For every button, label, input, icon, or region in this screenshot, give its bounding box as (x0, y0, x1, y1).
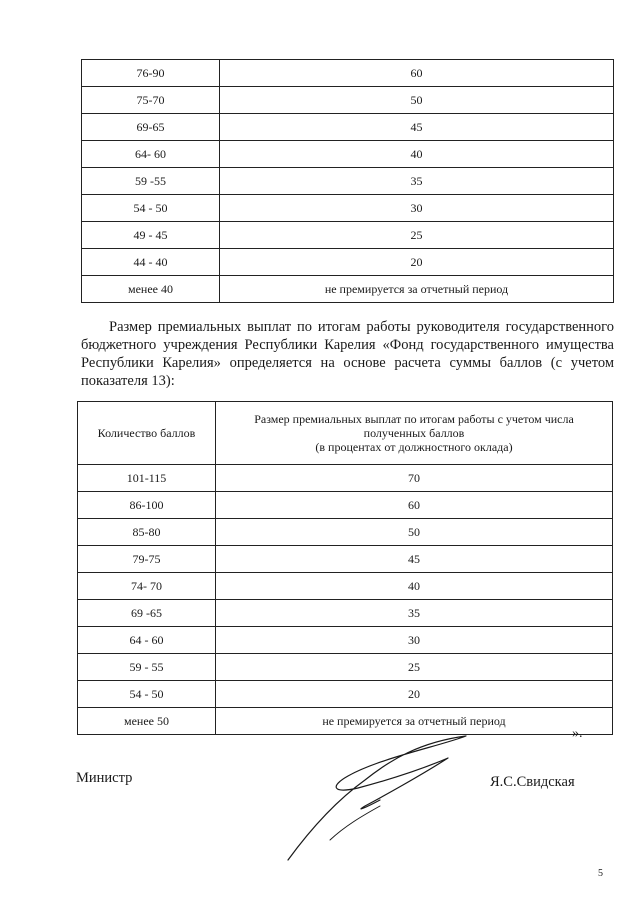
signer-title: Министр (76, 770, 133, 786)
table-row (78, 654, 613, 681)
score-cell: 69-65 (82, 114, 220, 141)
percent-cell: 70 (216, 465, 613, 492)
score-cell: 64 - 60 (78, 627, 216, 654)
handwritten-signature (270, 728, 480, 868)
score-cell: 59 -55 (82, 168, 220, 195)
percent-cell: 20 (216, 681, 613, 708)
score-cell: 75-70 (82, 87, 220, 114)
table-row (78, 600, 613, 627)
percent-cell: 30 (216, 627, 613, 654)
percent-cell: 25 (216, 654, 613, 681)
table-row (82, 168, 614, 195)
table-row (78, 681, 613, 708)
percent-cell: не премируется за отчетный период (216, 708, 613, 735)
table-row (78, 465, 613, 492)
table-row (78, 627, 613, 654)
score-cell: 69 -65 (78, 600, 216, 627)
header-percent-column (216, 402, 613, 465)
header-score-column: Количество баллов (78, 402, 216, 465)
score-cell: 64- 60 (82, 141, 220, 168)
score-cell: 74- 70 (78, 573, 216, 600)
score-cell: 54 - 50 (82, 195, 220, 222)
percent-cell: 35 (216, 600, 613, 627)
percent-cell: 30 (220, 195, 614, 222)
score-cell: 85-80 (78, 519, 216, 546)
header-line: полученных баллов (363, 426, 465, 440)
table-row (82, 114, 614, 141)
score-cell: 86-100 (78, 492, 216, 519)
percent-cell: 35 (220, 168, 614, 195)
score-cell: 54 - 50 (78, 681, 216, 708)
header-line: (в процентах от должностного оклада) (315, 440, 513, 454)
percent-cell: 50 (220, 87, 614, 114)
percent-cell: не премируется за отчетный период (220, 276, 614, 303)
score-cell: 76-90 (82, 60, 220, 87)
table-row (78, 573, 613, 600)
table-row (82, 60, 614, 87)
score-cell: 101-115 (78, 465, 216, 492)
percent-cell: 45 (216, 546, 613, 573)
percent-cell: 40 (216, 573, 613, 600)
score-table-bottom (77, 401, 613, 735)
body-paragraph: Размер премиальных выплат по итогам работы руководителя государственного бюджетного учреждения Республики Карелия «Фонд государственного имущества Республики Карелия» определяется на основе расчета суммы баллов (с учетом показателя 13): (81, 319, 614, 389)
table-row (78, 492, 613, 519)
header-line: Размер премиальных выплат по итогам работы с учетом числа (254, 412, 574, 426)
score-cell: 44 - 40 (82, 249, 220, 276)
score-cell: 79-75 (78, 546, 216, 573)
percent-cell: 50 (216, 519, 613, 546)
score-cell: 59 - 55 (78, 654, 216, 681)
table-row (78, 519, 613, 546)
percent-cell: 60 (220, 60, 614, 87)
score-table-top (81, 59, 614, 303)
table-row (78, 546, 613, 573)
table-row (82, 87, 614, 114)
table-header-row (78, 402, 613, 465)
score-cell: менее 40 (82, 276, 220, 303)
table-row (82, 249, 614, 276)
score-cell: менее 50 (78, 708, 216, 735)
percent-cell: 20 (220, 249, 614, 276)
score-cell: 49 - 45 (82, 222, 220, 249)
percent-cell: 40 (220, 141, 614, 168)
signer-name: Я.С.Свидская (490, 774, 575, 790)
table-row (82, 195, 614, 222)
percent-cell: 60 (216, 492, 613, 519)
percent-cell: 45 (220, 114, 614, 141)
table-row (82, 276, 614, 303)
percent-cell: 25 (220, 222, 614, 249)
table-row (82, 222, 614, 249)
closing-quote: ». (572, 726, 583, 741)
table-row (82, 141, 614, 168)
page-number: 5 (598, 868, 603, 879)
